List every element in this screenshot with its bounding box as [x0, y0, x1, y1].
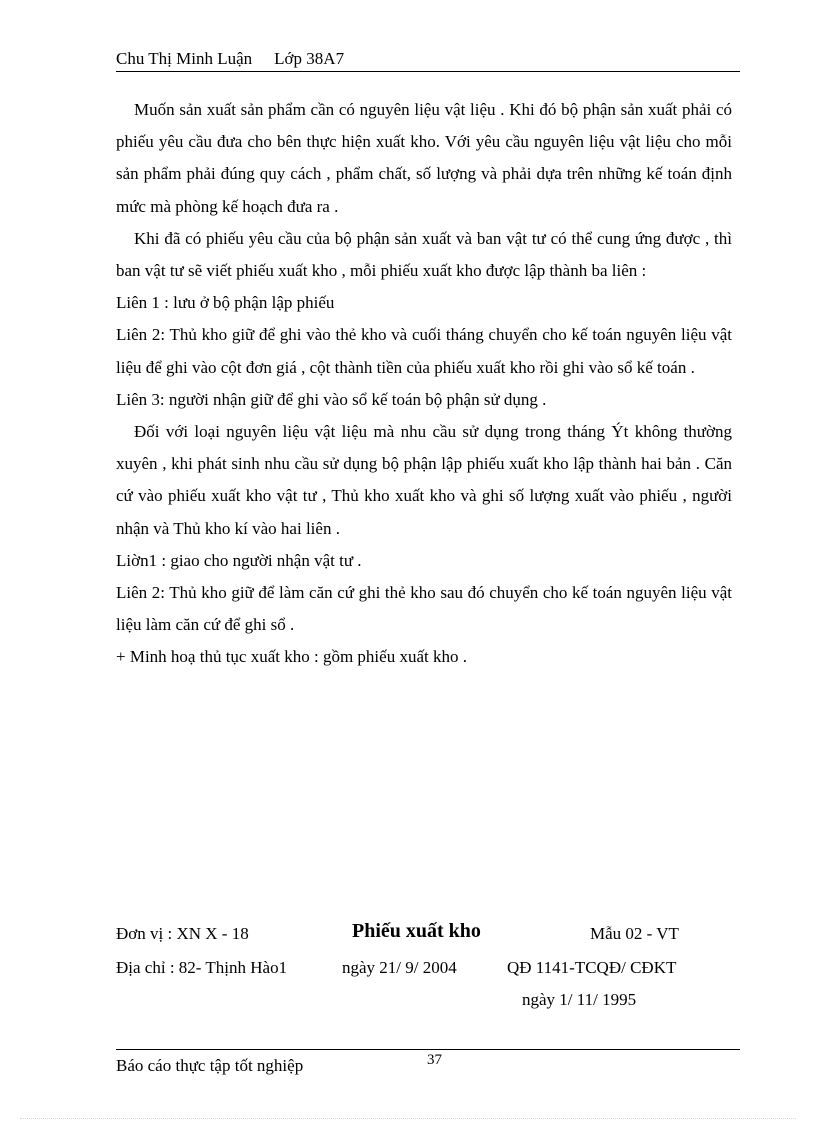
paragraph-lien-2: Liên 2: Thủ kho giữ để ghi vào thẻ kho và cuối tháng chuyển cho kế toán nguyên liệu vật liệu để ghi vào cột đơn giá , cột thành tiền của phiếu xuất kho rồi ghi vào sổ kế toán .	[116, 325, 732, 377]
form-title: Phiếu xuất kho	[352, 920, 481, 942]
paragraph-1: Muốn sản xuất sản phẩm cần có nguyên liệu vật liệu . Khi đó bộ phận sản xuất phải có phiếu yêu cầu đưa cho bên thực hiện xuất kho. Với yêu cầu nguyên liệu vật liệu cho mỗi sản phẩm phải đúng quy cách , phẩm chất, số lượng và phải dựa trên những kế toán định mức mà phòng kế hoạch đưa ra .	[116, 100, 732, 216]
document-body	[116, 94, 732, 674]
footer-divider	[116, 1049, 740, 1050]
paragraph-lien-1: Liên 1 : lưu ở bộ phận lập phiếu	[116, 293, 335, 313]
page-edge-dots	[20, 1118, 796, 1119]
form-code: Mẫu 02 - VT	[590, 924, 679, 943]
page-header	[116, 49, 344, 69]
paragraph-lien-1b: Liờn1 : giao cho người nhận vật tư .	[116, 550, 362, 570]
header-divider	[116, 71, 740, 72]
paragraph-lien-3: Liên 3: người nhận giữ để ghi vào sổ kế toán bộ phận sử dụng .	[116, 389, 547, 409]
form-decision-date: ngày 1/ 11/ 1995	[522, 990, 637, 1009]
paragraph-3: Đối với loại nguyên liệu vật liệu mà nhu cầu sử dụng trong tháng Ýt không thường xuyên , khi phát sinh nhu cầu sử dụng bộ phận lập phiếu xuất kho lập thành hai bản . Căn cứ vào phiếu xuất kho vật tư , Thủ kho xuất kho và ghi số lượng xuất vào phiếu , người nhận và Thủ kho kí vào hai liên .	[116, 422, 732, 538]
report-title: Báo cáo thực tập tốt nghiệp	[116, 1056, 304, 1075]
paragraph-illustration: + Minh hoạ thủ tục xuất kho : gồm phiếu xuất kho .	[116, 647, 467, 667]
export-slip-header	[116, 920, 740, 1020]
form-decision: QĐ 1141-TCQĐ/ CĐKT	[507, 958, 677, 977]
form-date: ngày 21/ 9/ 2004	[342, 958, 457, 977]
form-address: Địa chỉ : 82- Thịnh Hào1	[116, 958, 288, 977]
paragraph-lien-2b: Liên 2: Thủ kho giữ để làm căn cứ ghi thẻ kho sau đó chuyển cho kế toán nguyên liệu vật liệu làm căn cứ để ghi sổ .	[116, 583, 732, 635]
author-name: Chu Thị Minh Luận	[116, 49, 253, 68]
paragraph-2: Khi đã có phiếu yêu cầu của bộ phận sản xuất và ban vật tư có thể cung ứng được , thì ban vật tư sẽ viết phiếu xuất kho , mỗi phiếu xuất kho được lập thành ba liên :	[116, 228, 732, 281]
page-number: 37	[427, 1052, 442, 1068]
class-name: Lớp 38A7	[274, 49, 345, 68]
form-unit: Đơn vị : XN X - 18	[116, 924, 249, 943]
